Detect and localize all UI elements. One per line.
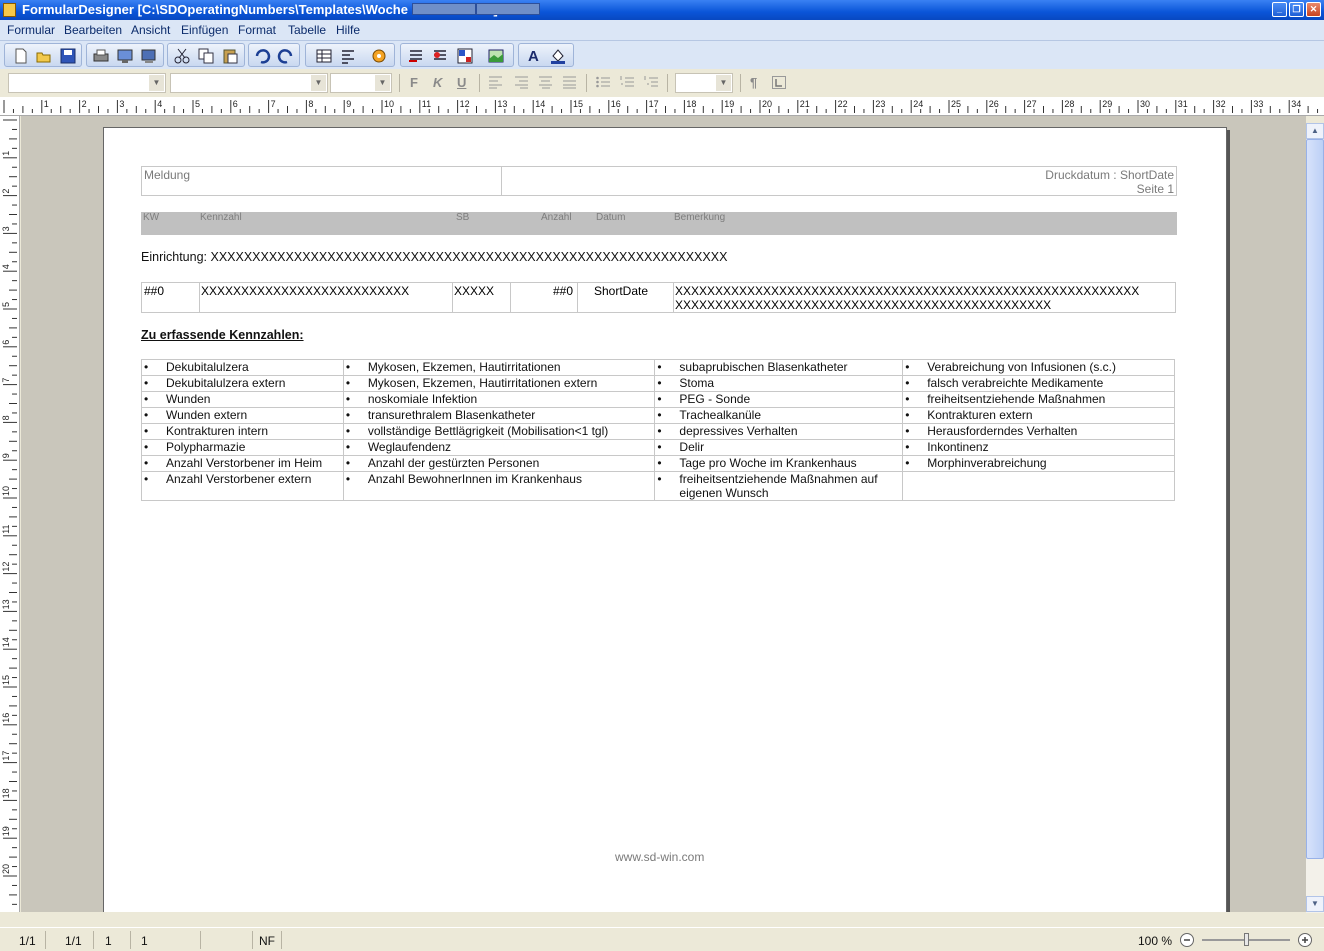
menu-einfuegen[interactable]: Einfügen xyxy=(181,23,229,37)
report-page[interactable] xyxy=(103,127,1227,912)
ruler-number: 14 xyxy=(1,637,11,648)
insert-toolbar-group xyxy=(400,43,514,67)
kennzahl-label: Kontrakturen intern xyxy=(166,424,269,438)
bullet-icon: • xyxy=(345,456,351,470)
kennzahl-cell[interactable] xyxy=(903,376,1175,392)
detail-kw: ##0 xyxy=(144,284,165,298)
ruler-number: 18 xyxy=(686,99,697,109)
outline-list-icon[interactable] xyxy=(644,76,658,89)
kennzahl-cell[interactable] xyxy=(142,456,344,472)
ruler-number: 20 xyxy=(762,99,773,109)
kennzahl-row[interactable] xyxy=(142,376,1175,392)
open-folder-icon[interactable] xyxy=(35,47,53,65)
paste-icon[interactable] xyxy=(221,47,239,65)
druckdatum-label: Druckdatum : ShortDate xyxy=(1045,168,1174,182)
bullet-icon: • xyxy=(144,424,149,438)
bullet-icon: • xyxy=(657,360,662,374)
bullet-icon: • xyxy=(345,440,351,454)
vertical-scrollbar[interactable] xyxy=(1306,123,1324,913)
ruler-number: 26 xyxy=(988,99,999,109)
zoom-level: 100 % xyxy=(1138,934,1173,948)
undo-toolbar-group xyxy=(248,43,300,67)
kennzahl-label: vollständige Bettlägrigkeit (Mobilisation<1 tgl) xyxy=(367,424,609,438)
ruler-number: 11 xyxy=(1,524,11,534)
scroll-down-icon[interactable]: ▼ xyxy=(1306,896,1324,912)
col-header-kennzahl: Kennzahl xyxy=(200,212,242,223)
kennzahl-label: Anzahl BewohnerInnen im Krankenhaus xyxy=(367,472,582,486)
style-select[interactable] xyxy=(8,73,166,93)
table-icon[interactable] xyxy=(315,47,333,65)
detail-bemerkung-line2: XXXXXXXXXXXXXXXXXXXXXXXXXXXXXXXXXXXXXXXXXXXXXXX xyxy=(675,298,1052,312)
ruler-number: 30 xyxy=(1140,99,1151,109)
kennzahl-cell[interactable] xyxy=(343,424,655,440)
ruler-number: 5 xyxy=(1,301,11,307)
toolbar-separator xyxy=(740,74,741,92)
meldung-box[interactable] xyxy=(141,166,502,196)
print-preview-icon[interactable] xyxy=(116,47,134,65)
kennzahl-cell[interactable] xyxy=(655,376,903,392)
ruler-number: 15 xyxy=(1,674,11,685)
export-icon[interactable] xyxy=(140,47,158,65)
print-date-box[interactable] xyxy=(501,166,1177,196)
ruler-number: 18 xyxy=(1,788,11,799)
ruler-number: 20 xyxy=(1,863,11,874)
detail-row[interactable] xyxy=(141,282,1176,313)
toolbar-separator xyxy=(667,74,668,92)
menu-bearbeiten[interactable]: Bearbeiten xyxy=(64,23,123,37)
status-separator xyxy=(45,931,46,949)
kennzahl-cell[interactable] xyxy=(343,456,655,472)
ruler-ticks xyxy=(0,116,20,912)
fill-color-icon[interactable] xyxy=(549,47,567,65)
menu-formular[interactable]: Formular xyxy=(7,23,56,37)
kennzahl-label: noskomiale Infektion xyxy=(367,392,478,406)
kennzahl-row[interactable] xyxy=(142,392,1175,408)
insert-row-icon[interactable] xyxy=(407,47,425,65)
title-overlay-grip-icon[interactable] xyxy=(476,3,540,15)
kennzahl-row[interactable] xyxy=(142,360,1175,376)
kennzahl-label: Herausforderndes Verhalten xyxy=(927,424,1078,438)
ruler-number: 16 xyxy=(610,99,621,109)
chevron-down-icon[interactable]: ▼ xyxy=(311,75,326,91)
bullet-icon: • xyxy=(144,360,149,374)
numbered-list-icon[interactable] xyxy=(620,76,634,89)
ruler-number: 7 xyxy=(270,99,276,109)
ruler-number: 24 xyxy=(913,99,924,109)
menu-tabelle[interactable]: Tabelle xyxy=(288,23,327,37)
ruler-number: 33 xyxy=(1253,99,1264,109)
cell-divider xyxy=(510,283,511,312)
ruler-number: 22 xyxy=(837,99,848,109)
close-icon[interactable]: ✕ xyxy=(1306,2,1321,17)
bullet-icon: • xyxy=(657,440,662,454)
bullet-icon: • xyxy=(345,376,351,390)
delete-row-icon[interactable] xyxy=(431,47,449,65)
kennzahl-cell[interactable] xyxy=(655,472,903,501)
window-title: FormularDesigner [C:\SDOperatingNumbers\Templates\Woche xyxy=(22,2,408,17)
ruler-number: 1 xyxy=(43,99,49,109)
document-workspace[interactable] xyxy=(21,116,1306,912)
align-center-icon[interactable] xyxy=(539,76,553,89)
kennzahl-cell[interactable] xyxy=(655,456,903,472)
kennzahl-cell[interactable] xyxy=(142,376,344,392)
title-overlay-grip-icon[interactable] xyxy=(412,3,476,15)
tab-stop-icon[interactable] xyxy=(772,76,786,89)
kennzahl-cell[interactable] xyxy=(903,408,1175,424)
bullet-icon: • xyxy=(905,376,910,390)
settings-icon[interactable] xyxy=(370,47,388,65)
kennzahl-label: Tage pro Woche im Krankenhaus xyxy=(679,456,857,470)
kennzahl-label: Verabreichung von Infusionen (s.c.) xyxy=(927,360,1116,374)
bullet-icon: • xyxy=(905,456,910,470)
ruler-number: 13 xyxy=(1,599,11,610)
ruler-number: 2 xyxy=(81,99,87,109)
kennzahl-label: Mykosen, Ekzemen, Hautirritationen extern xyxy=(367,376,598,390)
new-document-icon[interactable] xyxy=(12,47,30,65)
kennzahl-label: PEG - Sonde xyxy=(679,392,751,406)
font-color-icon[interactable] xyxy=(525,47,543,65)
kennzahlen-title: Zu erfassende Kennzahlen: xyxy=(141,328,304,342)
ruler-number: 21 xyxy=(799,99,810,109)
zoom-in-icon[interactable] xyxy=(1297,932,1313,948)
kennzahl-row[interactable] xyxy=(142,408,1175,424)
align-right-icon[interactable] xyxy=(515,76,529,89)
kennzahl-cell[interactable] xyxy=(142,408,344,424)
cell-divider xyxy=(452,283,453,312)
status-page: 1/1 xyxy=(19,934,36,948)
status-bar xyxy=(0,927,1324,951)
seite-label: Seite 1 xyxy=(1136,182,1174,196)
status-mode: NF xyxy=(259,934,275,948)
align-justify-icon[interactable] xyxy=(563,76,577,89)
insert-image-icon[interactable] xyxy=(487,47,505,65)
col-header-bemerkung: Bemerkung xyxy=(674,212,726,223)
kennzahl-label: Dekubitalulzera extern xyxy=(166,376,286,390)
menu-format[interactable]: Format xyxy=(238,23,277,37)
kennzahlen-table[interactable] xyxy=(141,359,1175,501)
kennzahl-cell[interactable] xyxy=(343,360,655,376)
restore-icon[interactable]: ❐ xyxy=(1289,2,1304,17)
ruler-number: 3 xyxy=(119,99,125,109)
ruler-number: 34 xyxy=(1291,99,1302,109)
menu-ansicht[interactable]: Ansicht xyxy=(131,23,171,37)
ruler-number: 31 xyxy=(1177,99,1188,109)
kennzahl-cell[interactable] xyxy=(655,408,903,424)
detail-bemerkung-line1: XXXXXXXXXXXXXXXXXXXXXXXXXXXXXXXXXXXXXXXXXXXXXXXXXXXXXXXXXX xyxy=(675,284,1140,298)
bullet-icon: • xyxy=(345,424,351,438)
standard-toolbar xyxy=(0,41,1324,69)
bullet-icon: • xyxy=(905,424,910,438)
kennzahl-cell[interactable] xyxy=(343,392,655,408)
svg-text:A: A xyxy=(528,48,539,65)
scroll-thumb[interactable] xyxy=(1306,139,1324,859)
app-icon xyxy=(3,3,16,17)
kennzahl-label: Morphinverabreichung xyxy=(927,456,1047,470)
kennzahl-cell[interactable] xyxy=(903,424,1175,440)
detail-datum: ShortDate xyxy=(594,284,649,298)
ruler-number: 29 xyxy=(1102,99,1113,109)
cell-divider xyxy=(673,283,674,312)
bold-button[interactable]: F xyxy=(410,75,418,90)
menu-bar xyxy=(0,20,1324,41)
kennzahl-label: subaprubischen Blasenkatheter xyxy=(679,360,848,374)
bullet-icon: • xyxy=(657,424,662,438)
bullet-icon: • xyxy=(144,472,149,486)
ruler-number: 8 xyxy=(308,99,314,109)
status-separator xyxy=(130,931,131,949)
horizontal-scroll-area xyxy=(0,912,1306,927)
print-icon[interactable] xyxy=(92,47,110,65)
kennzahl-label: Wunden extern xyxy=(166,408,248,422)
kennzahl-cell[interactable] xyxy=(903,392,1175,408)
kennzahl-label: Anzahl Verstorbener extern xyxy=(166,472,312,486)
title-bar xyxy=(0,0,1324,20)
ruler-number: 15 xyxy=(573,99,584,109)
kennzahl-label: Wunden xyxy=(166,392,211,406)
bullet-list-icon[interactable] xyxy=(596,76,610,89)
chevron-down-icon[interactable]: ▼ xyxy=(375,75,390,91)
ruler-number: 27 xyxy=(1026,99,1037,109)
bullet-icon: • xyxy=(905,360,910,374)
column-header-band[interactable] xyxy=(141,212,1177,235)
paragraph-marks-button[interactable]: ¶ xyxy=(750,75,758,90)
meldung-label: Meldung xyxy=(144,168,191,182)
kennzahl-cell[interactable] xyxy=(142,360,344,376)
ruler-number: 32 xyxy=(1215,99,1226,109)
einrichtung-field[interactable]: Einrichtung: XXXXXXXXXXXXXXXXXXXXXXXXXXXXXXXXXXXXXXXXXXXXXXXXXXXXXXXXXXXXXX xyxy=(141,250,728,264)
ruler-number: 3 xyxy=(1,226,11,232)
kennzahl-cell[interactable] xyxy=(655,440,903,456)
cell-divider xyxy=(577,283,578,312)
kennzahl-cell[interactable] xyxy=(903,440,1175,456)
kennzahl-label: Inkontinenz xyxy=(927,440,989,454)
table-properties-icon[interactable] xyxy=(339,47,357,65)
kennzahl-label: Anzahl der gestürzten Personen xyxy=(367,456,540,470)
bullet-icon: • xyxy=(345,360,351,374)
detail-sb: XXXXX xyxy=(454,284,495,298)
ruler-number: 14 xyxy=(535,99,546,109)
kennzahl-row[interactable] xyxy=(142,440,1175,456)
bullet-icon: • xyxy=(345,408,351,422)
horizontal-ruler xyxy=(0,97,1324,116)
kennzahl-label: Mykosen, Ekzemen, Hautirritationen xyxy=(367,360,561,374)
spacing-select[interactable] xyxy=(675,73,733,93)
kennzahl-label: Dekubitalulzera xyxy=(166,360,249,374)
ruler-number: 10 xyxy=(384,99,395,109)
bullet-icon: • xyxy=(345,392,351,406)
ruler-number: 12 xyxy=(1,561,11,572)
bullet-icon: • xyxy=(144,456,149,470)
kennzahl-cell[interactable] xyxy=(655,360,903,376)
kennzahl-label: freiheitsentziehende Maßnahmen xyxy=(927,392,1106,406)
kennzahl-cell[interactable] xyxy=(142,440,344,456)
bullet-icon: • xyxy=(905,392,910,406)
align-left-icon[interactable] xyxy=(489,76,503,89)
bullet-icon: • xyxy=(345,472,351,486)
ruler-number: 2 xyxy=(1,188,11,194)
color-toolbar-group xyxy=(518,43,574,67)
print-toolbar-group xyxy=(86,43,164,67)
bullet-icon: • xyxy=(657,456,662,470)
italic-button[interactable]: K xyxy=(433,75,443,90)
ruler-number: 12 xyxy=(459,99,470,109)
kennzahl-cell[interactable] xyxy=(343,408,655,424)
ruler-number: 13 xyxy=(497,99,508,109)
ruler-number: 6 xyxy=(232,99,238,109)
kennzahl-cell[interactable] xyxy=(343,472,655,501)
ruler-number: 28 xyxy=(1064,99,1075,109)
kennzahl-label: depressives Verhalten xyxy=(679,424,798,438)
ruler-number: 19 xyxy=(1,826,11,837)
kennzahl-cell[interactable] xyxy=(655,392,903,408)
ruler-number: 17 xyxy=(1,750,11,761)
kennzahl-cell[interactable] xyxy=(142,392,344,408)
chevron-down-icon[interactable]: ▼ xyxy=(716,75,731,91)
bullet-icon: • xyxy=(657,376,662,390)
kennzahl-label: Trachealkanüle xyxy=(679,408,762,422)
kennzahl-label: freiheitsentziehende Maßnahmen auf eigenen Wunsch xyxy=(679,472,878,500)
kennzahl-label: Kontrakturen extern xyxy=(927,408,1033,422)
ruler-number: 5 xyxy=(195,99,201,109)
ruler-number: 16 xyxy=(1,712,11,723)
zoom-slider-thumb[interactable] xyxy=(1244,933,1249,946)
kennzahl-cell[interactable] xyxy=(343,440,655,456)
kennzahl-cell[interactable] xyxy=(903,456,1175,472)
col-header-anzahl: Anzahl xyxy=(541,212,572,223)
format-toolbar xyxy=(0,69,1324,97)
redo-icon[interactable] xyxy=(277,47,295,65)
status-line: 1 xyxy=(105,934,112,948)
status-separator xyxy=(93,931,94,949)
toolbar-separator xyxy=(586,74,587,92)
col-header-kw: KW xyxy=(143,212,160,223)
status-section: 1/1 xyxy=(65,934,82,948)
status-separator xyxy=(281,931,282,949)
kennzahl-label: Weglaufendenz xyxy=(367,440,451,454)
kennzahl-cell[interactable] xyxy=(142,472,344,501)
kennzahl-label: Polypharmazie xyxy=(166,440,246,454)
bullet-icon: • xyxy=(657,472,662,486)
undo-icon[interactable] xyxy=(253,47,271,65)
bullet-icon: • xyxy=(905,440,910,454)
ruler-number: 10 xyxy=(1,485,11,496)
kennzahl-cell[interactable] xyxy=(903,360,1175,376)
kennzahl-label: falsch verabreichte Medikamente xyxy=(927,376,1104,390)
insert-field-icon[interactable] xyxy=(456,47,474,65)
footer-url: www.sd-win.com xyxy=(615,850,705,864)
bullet-icon: • xyxy=(144,440,149,454)
toolbar-separator xyxy=(399,74,400,92)
font-size-select[interactable] xyxy=(330,73,392,93)
bullet-icon: • xyxy=(144,392,149,406)
file-toolbar-group xyxy=(4,43,82,67)
status-column: 1 xyxy=(141,934,148,948)
copy-icon[interactable] xyxy=(197,47,215,65)
save-icon[interactable] xyxy=(59,47,77,65)
bullet-icon: • xyxy=(144,376,149,390)
ruler-number: 4 xyxy=(1,264,11,270)
ruler-number: 25 xyxy=(951,99,962,109)
ruler-number: 8 xyxy=(1,415,11,421)
kennzahl-label: Anzahl Verstorbener im Heim xyxy=(166,456,323,470)
vertical-ruler xyxy=(0,116,20,912)
ruler-number: 9 xyxy=(346,99,352,109)
kennzahl-cell[interactable] xyxy=(142,424,344,440)
kennzahl-row[interactable] xyxy=(142,424,1175,440)
ruler-number: 4 xyxy=(157,99,163,109)
bullet-icon: • xyxy=(905,408,910,422)
zoom-out-icon[interactable] xyxy=(1179,932,1195,948)
col-header-datum: Datum xyxy=(596,212,626,223)
ruler-ticks xyxy=(0,97,1324,116)
ruler-number: 9 xyxy=(1,453,11,459)
ruler-number: 11 xyxy=(421,99,432,109)
underline-button[interactable]: U xyxy=(457,75,467,90)
bullet-icon: • xyxy=(657,392,662,406)
table-toolbar-group xyxy=(305,43,395,67)
kennzahl-cell[interactable] xyxy=(655,424,903,440)
bullet-icon: • xyxy=(144,408,149,422)
status-separator xyxy=(200,931,201,949)
ruler-number: 6 xyxy=(1,339,11,345)
ruler-number: 7 xyxy=(1,377,11,383)
cell-divider xyxy=(199,283,200,312)
kennzahl-label: transurethralem Blasenkatheter xyxy=(367,408,536,422)
kennzahl-cell[interactable] xyxy=(903,472,1175,501)
minimize-icon[interactable]: _ xyxy=(1272,2,1287,17)
kennzahl-cell[interactable] xyxy=(343,376,655,392)
detail-anzahl: ##0 xyxy=(552,284,573,298)
bullet-icon: • xyxy=(657,408,662,422)
kennzahl-row[interactable] xyxy=(142,472,1175,501)
menu-hilfe[interactable]: Hilfe xyxy=(336,23,361,37)
detail-kennzahl: XXXXXXXXXXXXXXXXXXXXXXXXXX xyxy=(201,284,410,298)
chevron-down-icon[interactable]: ▼ xyxy=(149,75,164,91)
kennzahl-label: Delir xyxy=(679,440,705,454)
status-separator xyxy=(252,931,253,949)
kennzahl-row[interactable] xyxy=(142,456,1175,472)
kennzahl-label: Stoma xyxy=(679,376,715,390)
cut-icon[interactable] xyxy=(173,47,191,65)
ruler-number: 17 xyxy=(648,99,659,109)
col-header-sb: SB xyxy=(456,212,470,223)
ruler-number: 1 xyxy=(1,150,11,156)
font-family-select[interactable] xyxy=(170,73,328,93)
clipboard-toolbar-group xyxy=(167,43,245,67)
ruler-number: 19 xyxy=(724,99,735,109)
toolbar-separator xyxy=(479,74,480,92)
scroll-up-icon[interactable]: ▲ xyxy=(1306,123,1324,139)
ruler-number: 23 xyxy=(875,99,886,109)
